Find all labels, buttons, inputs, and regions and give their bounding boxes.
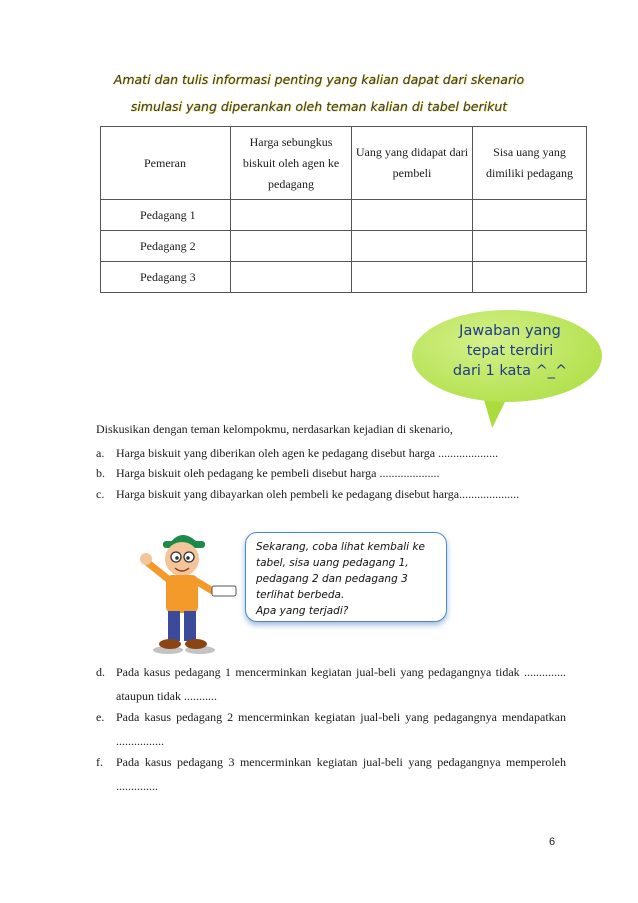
empty-cell[interactable]	[231, 200, 352, 231]
header-uang-pembeli: Uang yang didapat dari pembeli	[352, 127, 473, 200]
list-item: a. Harga biskuit yang diberikan oleh agen ke pedagang disebut harga ....................	[96, 446, 499, 460]
table-row	[101, 262, 587, 293]
empty-cell[interactable]	[352, 262, 473, 293]
empty-cell[interactable]	[231, 262, 352, 293]
header-pemeran: Pemeran	[101, 127, 231, 200]
table-row	[101, 231, 587, 262]
question-item: e. Pada kasus pedagang 2 mencerminkan kegiatan jual-beli yang pedagangnya mendapatkan ................	[96, 710, 566, 748]
row-label: Pedagang 3	[101, 262, 231, 293]
header-harga-agen: Harga sebungkus biskuit oleh agen ke pedagang	[231, 127, 352, 200]
boy-character-illustration	[130, 523, 248, 655]
question-item: f. Pada kasus pedagang 3 mencerminkan kegiatan jual-beli yang pedagangnya memperoleh ..............	[96, 755, 566, 793]
table-row	[101, 200, 587, 231]
empty-cell[interactable]	[352, 200, 473, 231]
row-label: Pedagang 1	[101, 200, 231, 231]
table-header-row	[101, 127, 587, 200]
row-label: Pedagang 2	[101, 231, 231, 262]
page-number: 6	[549, 836, 556, 848]
question-item: d. Pada kasus pedagang 1 mencerminkan kegiatan jual-beli yang pedagangnya tidak .............. ataupun tidak ...........	[96, 665, 566, 703]
empty-cell[interactable]	[473, 231, 587, 262]
instruction-heading-line1: Amati dan tulis informasi penting yang kalian dapat dari skenario	[113, 72, 525, 87]
header-sisa-uang: Sisa uang yang dimiliki pedagang	[473, 127, 587, 200]
instruction-heading-line2: simulasi yang diperankan oleh teman kalian di tabel berikut	[130, 99, 508, 114]
discussion-intro: Diskusikan dengan teman kelompokmu, nerdasarkan kejadian di skenario,	[96, 422, 453, 436]
empty-cell[interactable]	[231, 231, 352, 262]
empty-cell[interactable]	[352, 231, 473, 262]
empty-cell[interactable]	[473, 262, 587, 293]
empty-cell[interactable]	[473, 200, 587, 231]
list-item: b. Harga biskuit oleh pedagang ke pembeli disebut harga ....................	[96, 466, 440, 480]
speech-bubble-text: Jawaban yang tepat terdiri dari 1 kata ^_^	[452, 323, 568, 379]
info-table	[100, 126, 587, 293]
list-item: c. Harga biskuit yang dibayarkan oleh pembeli ke pedagang disebut harga....................	[96, 487, 520, 501]
character-speech-text: Sekarang, coba lihat kembali ke tabel, sisa uang pedagang 1, pedagang 2 dan pedagang 3 terlihat berbeda. Apa yang terjadi?	[256, 541, 425, 617]
